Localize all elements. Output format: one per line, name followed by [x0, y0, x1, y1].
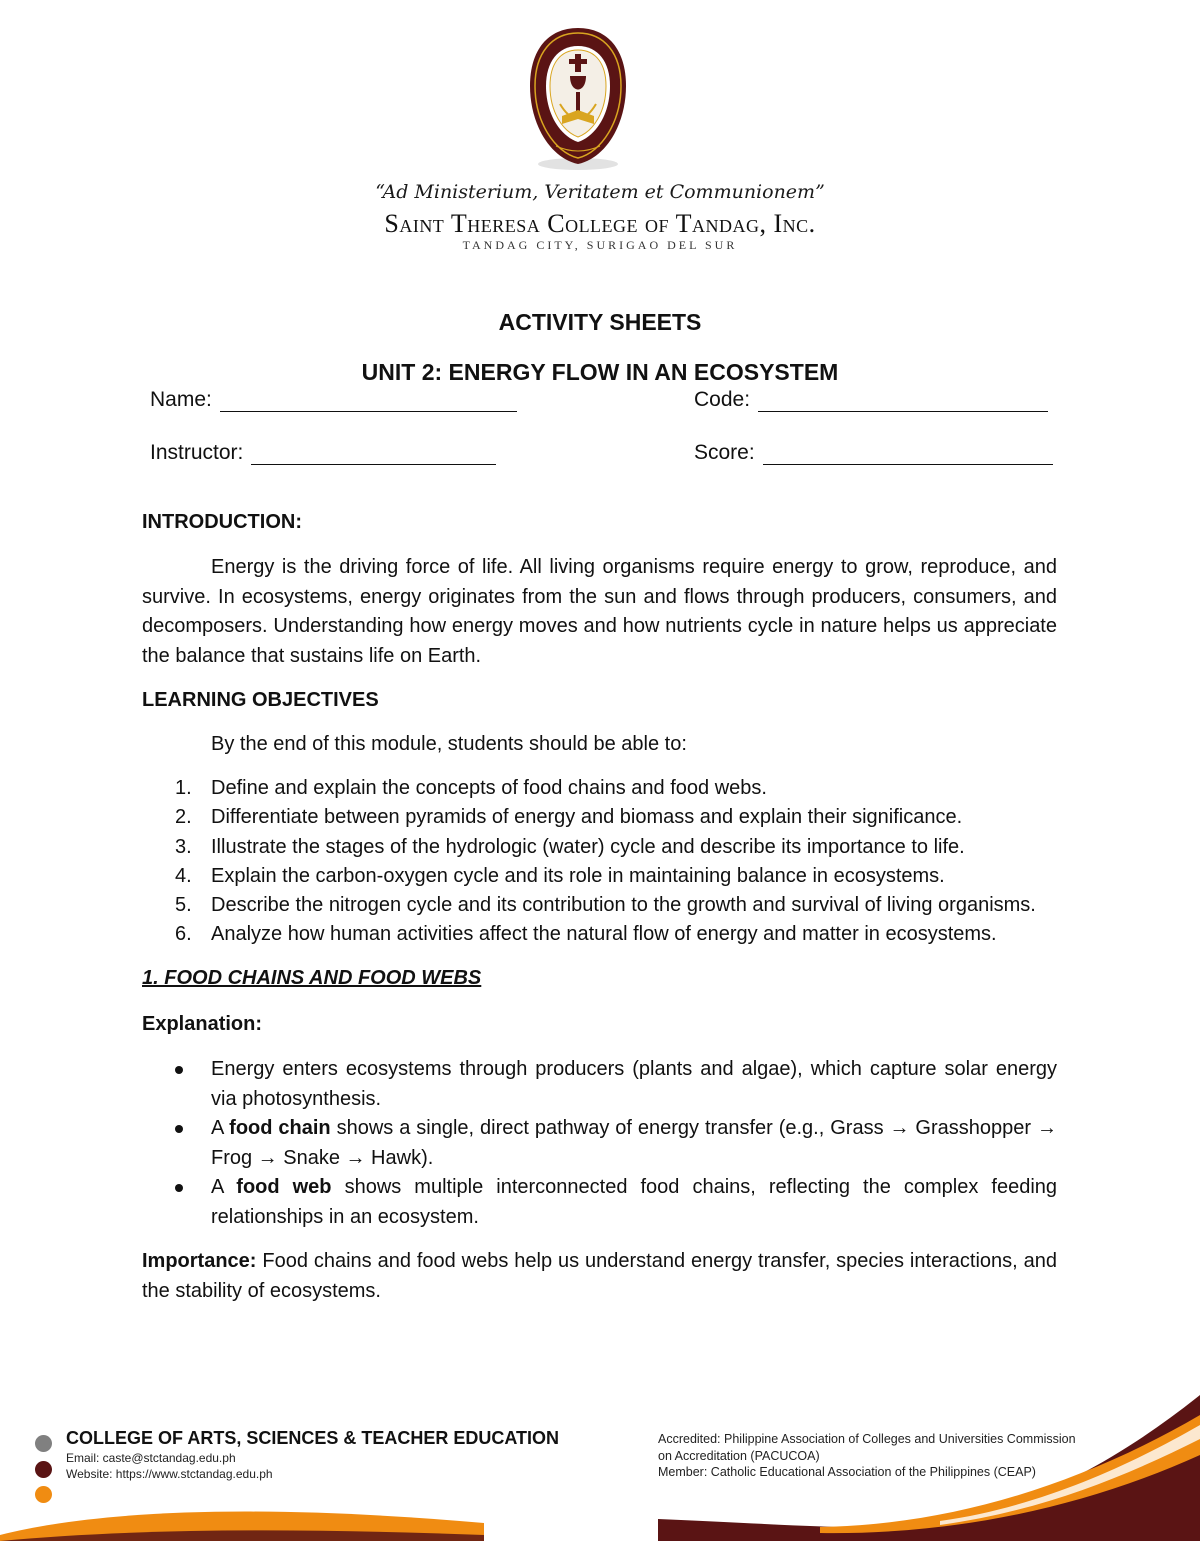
bullet-dot-icon — [142, 1055, 211, 1114]
objective-number: 1. — [175, 777, 192, 799]
bullet-text: Energy enters ecosystems through producers (plants and algae), which capture solar energy via photosynthesis. — [211, 1058, 1057, 1110]
bullet-item — [142, 1055, 1057, 1114]
explanation-heading: Explanation: — [142, 1013, 263, 1035]
objective-text: Illustrate the stages of the hydrologic (water) cycle and describe its importance to life. — [211, 835, 965, 858]
name-blank-line[interactable] — [220, 393, 517, 412]
objective-number: 6. — [175, 923, 192, 946]
college-location: TANDAG CITY, SURIGAO DEL SUR — [462, 238, 738, 252]
accredited-line-2: on Accreditation (PACUCOA) — [658, 1448, 820, 1463]
name-label: Name: — [150, 388, 212, 411]
objective-number: 4. — [175, 864, 192, 887]
code-label: Code: — [694, 388, 751, 411]
activity-title: ACTIVITY SHEETS — [498, 309, 702, 335]
bullet-dot-icon — [142, 1114, 211, 1173]
objective-item — [142, 891, 1057, 920]
introduction-paragraph: Energy is the driving force of life. All living organisms require energy to grow, reproduce, and survive. In ecosystems, energy originates from the sun and flows through producers, consumers, and decomposers. Understanding how energy moves and how nutrients cycle in nature helps us appreciate the balance that sustains life on Earth. — [142, 556, 1057, 667]
footer-decorative-swooshes — [0, 1395, 1200, 1553]
college-seal-logo — [526, 24, 630, 172]
objective-text: Differentiate between pyramids of energy and biomass and explain their significance. — [211, 806, 963, 829]
objective-number: 2. — [175, 806, 192, 829]
unit-title: UNIT 2: ENERGY FLOW IN AN ECOSYSTEM — [361, 359, 839, 385]
footer-website[interactable]: Website: https://www.stctandag.edu.ph — [66, 1467, 273, 1481]
food-web-term: food web — [236, 1176, 332, 1198]
instructor-field[interactable] — [150, 441, 496, 465]
code-blank-line[interactable] — [758, 393, 1048, 412]
objective-number: 3. — [175, 835, 192, 858]
objectives-list — [142, 774, 1057, 950]
score-label: Score: — [694, 441, 755, 464]
objectives-lead: By the end of this module, students should be able to: — [211, 733, 687, 755]
instructor-blank-line[interactable] — [251, 446, 496, 465]
objective-text: Define and explain the concepts of food chains and food webs. — [211, 777, 767, 799]
bullet-text — [211, 1114, 1057, 1173]
college-name: Saint Theresa College of Tandag, Inc. — [384, 209, 816, 238]
member-line: Member: Catholic Educational Association of the Philippines (CEAP) — [658, 1465, 1036, 1479]
section-1-title: 1. FOOD CHAINS AND FOOD WEBS — [142, 967, 482, 989]
objective-text: Analyze how human activities affect the natural flow of energy and matter in ecosystems. — [211, 923, 997, 946]
college-motto: “Ad Ministerium, Veritatem et Communionem” — [375, 181, 825, 203]
objective-number: 5. — [175, 894, 192, 917]
bullet-text-rest: shows multiple interconnected food chains, reflecting the complex feeding relationships in an ecosystem. — [211, 1176, 1058, 1228]
introduction-heading: INTRODUCTION: — [142, 511, 302, 533]
bullet-dot-icon — [142, 1173, 211, 1232]
bullet-text — [211, 1173, 1057, 1232]
name-field[interactable] — [150, 388, 517, 412]
objective-text: Describe the nitrogen cycle and its contribution to the growth and survival of living organisms. — [211, 894, 1036, 917]
footer-department: COLLEGE OF ARTS, SCIENCES & TEACHER EDUCATION — [66, 1428, 560, 1448]
instructor-label: Instructor: — [150, 441, 244, 464]
code-field[interactable] — [694, 388, 1048, 412]
objective-text: Explain the carbon-oxygen cycle and its role in maintaining balance in ecosystems. — [211, 864, 945, 887]
bullet-text-prefix: A — [211, 1117, 230, 1139]
bullet-item — [142, 1114, 1057, 1173]
objectives-heading: LEARNING OBJECTIVES — [142, 689, 379, 711]
objective-item — [142, 774, 1057, 803]
score-field[interactable] — [694, 441, 1053, 465]
objective-item — [142, 803, 1057, 832]
objective-item — [142, 920, 1057, 949]
bullet-text-rest: shows a single, direct pathway of energy transfer (e.g., Grass → Grasshopper → Frog → Snake → Hawk). — [211, 1117, 1057, 1169]
bullet-item — [142, 1173, 1057, 1232]
score-blank-line[interactable] — [763, 446, 1053, 465]
importance-text: Food chains and food webs help us understand energy transfer, species interactions, and the stability of ecosystems. — [142, 1250, 1057, 1302]
explanation-bullet-list — [142, 1055, 1057, 1232]
importance-label: Importance: — [142, 1250, 257, 1272]
food-chain-term: food chain — [229, 1117, 331, 1139]
importance-paragraph — [142, 1247, 1057, 1306]
objective-item — [142, 833, 1057, 862]
objective-item — [142, 862, 1057, 891]
footer-email[interactable]: Email: caste@stctandag.edu.ph — [66, 1451, 236, 1465]
bullet-text-prefix: A — [211, 1176, 237, 1198]
accredited-line-1: Accredited: Philippine Association of Colleges and Universities Commission — [658, 1432, 1076, 1446]
